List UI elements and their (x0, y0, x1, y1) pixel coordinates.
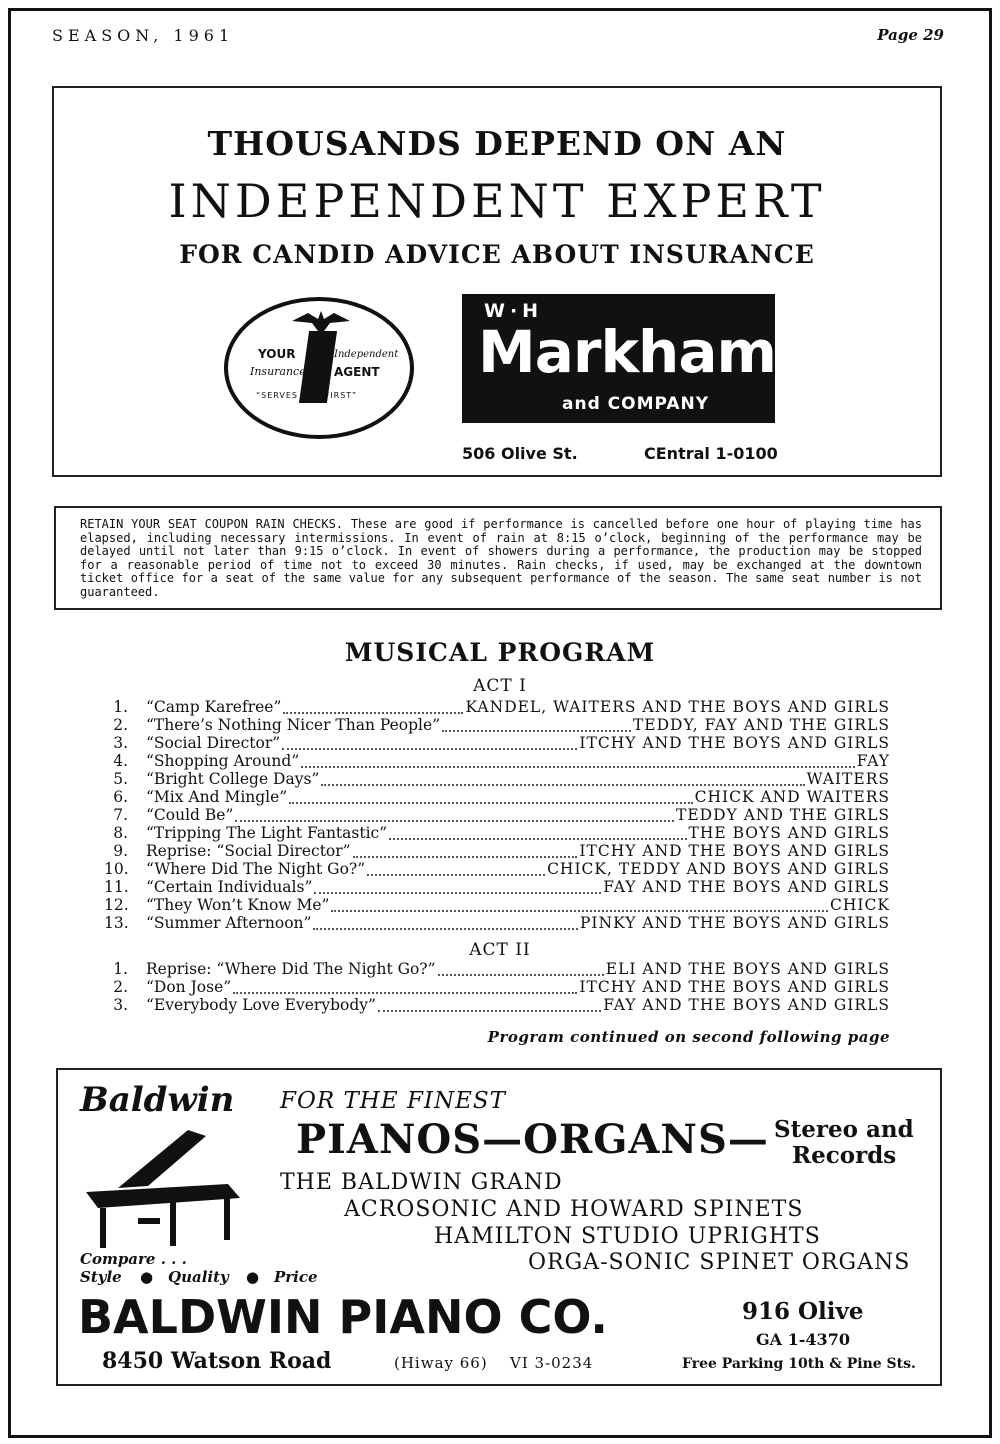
dot-leader (378, 998, 601, 1012)
song-number: 5. (113, 770, 128, 788)
song-number: 1. (113, 698, 128, 716)
program-row (104, 716, 890, 734)
organs-line: ORGA-SONIC SPINET ORGANS (528, 1250, 911, 1275)
logo-your: YOUR (258, 347, 296, 361)
dot-leader (389, 826, 686, 840)
compare-label: Compare . . . (80, 1250, 187, 1268)
song-number: 10. (104, 860, 129, 878)
act-heading: ACT II (469, 940, 531, 960)
song-number: 3. (113, 996, 128, 1014)
song-performers: TEDDY AND THE GIRLS (676, 806, 890, 824)
song-number: 2. (113, 978, 128, 996)
program-row (104, 896, 890, 914)
pianos-organs-headline: PIANOS—ORGANS— (296, 1116, 769, 1163)
song-number: 8. (113, 824, 128, 842)
program-row (104, 978, 890, 996)
hiway-note: (Hiway 66) (394, 1354, 488, 1372)
insurance-ad (52, 86, 942, 477)
song-number: 13. (104, 914, 129, 932)
markham-name: Markham (478, 318, 776, 386)
song-performers: KANDEL, WAITERS AND THE BOYS AND GIRLS (465, 698, 890, 716)
baldwin-logo: Baldwin (80, 1080, 235, 1120)
uprights-line: HAMILTON STUDIO UPRIGHTS (434, 1224, 821, 1249)
markham-suffix: and COMPANY (562, 394, 710, 414)
dot-leader (353, 844, 578, 858)
song-title: Reprise: “Where Did The Night Go?” (146, 960, 436, 978)
for-the-finest: FOR THE FINEST (280, 1088, 506, 1114)
rain-check-text: RETAIN YOUR SEAT COUPON RAIN CHECKS. These are good if performance is cancelled before one hour of playing time has elapsed, including necessary intermissions. In event of rain at 8:15 o’clock, beginning of the performance may be delayed until not later than 9:15 o’clock. In event of showers during a performance, the production may be stopped for a reasonable period of time not to exceed 30 minutes. Rain checks, if used, may be exchanged at the downtown ticket office for a seat of the same value for any subsequent performance of the season. The same seat number is not guaranteed. (80, 517, 922, 599)
song-number: 3. (113, 734, 128, 752)
program-row (104, 770, 890, 788)
song-title: “Social Director” (146, 734, 281, 752)
dot-leader (289, 790, 692, 804)
insurance-address: 506 Olive St. (462, 444, 578, 463)
song-performers: PINKY AND THE BOYS AND GIRLS (579, 914, 890, 932)
act-heading: ACT I (473, 676, 527, 696)
stereo-line-2: Records (792, 1142, 897, 1169)
song-number: 7. (113, 806, 128, 824)
program-row (104, 860, 890, 878)
ad-headline-1: THOUSANDS DEPEND ON AN (207, 124, 787, 163)
dot-leader (235, 808, 674, 822)
song-title: “There’s Nothing Nicer Than People” (146, 716, 441, 734)
markham-initials: W·H (484, 300, 544, 322)
program-title: MUSICAL PROGRAM (344, 638, 656, 667)
song-title: “Everybody Love Everybody” (146, 996, 376, 1014)
dot-leader (313, 916, 578, 930)
song-title: Reprise: “Social Director” (146, 842, 351, 860)
song-number: 1. (113, 960, 128, 978)
program-row (104, 788, 890, 806)
song-performers: CHICK, TEDDY AND BOYS AND GIRLS (547, 860, 890, 878)
bullet-icon: ● (140, 1268, 154, 1286)
program-continued-note: Program continued on second following page (487, 1028, 890, 1046)
song-title: “They Won’t Know Me” (146, 896, 330, 914)
song-number: 11. (104, 878, 129, 896)
dot-leader (282, 736, 577, 750)
rain-check-notice (54, 506, 942, 610)
program-row (104, 806, 890, 824)
program-row (104, 878, 890, 896)
dot-leader (283, 700, 463, 714)
dot-leader (442, 718, 631, 732)
dot-leader (233, 980, 577, 994)
page-number: Page 29 (877, 26, 944, 44)
insurance-phone: CEntral 1-0100 (644, 444, 778, 463)
bullet-icon: ● (246, 1268, 260, 1286)
song-title: “Camp Karefree” (146, 698, 282, 716)
logo-agent: AGENT (334, 365, 380, 379)
song-performers: ELI AND THE BOYS AND GIRLS (605, 960, 890, 978)
program-row (104, 996, 890, 1014)
dot-leader (321, 772, 804, 786)
style-label: Style (80, 1268, 122, 1286)
price-label: Price (274, 1268, 318, 1286)
season-header: SEASON, 1961 (52, 26, 235, 45)
parking-note: Free Parking 10th & Pine Sts. (682, 1356, 916, 1372)
program-row (104, 914, 890, 932)
baldwin-phone-1: VI 3-0234 (510, 1354, 594, 1372)
song-performers: ITCHY AND THE BOYS AND GIRLS (579, 842, 890, 860)
song-title: “Certain Individuals” (146, 878, 313, 896)
dot-leader (367, 862, 545, 876)
logo-independent: Independent (334, 349, 399, 360)
program-row (104, 960, 890, 978)
song-title: “Mix And Mingle” (146, 788, 288, 806)
dot-leader (301, 754, 855, 768)
baldwin-address-1: 8450 Watson Road (102, 1348, 332, 1374)
song-title: “Could Be” (146, 806, 234, 824)
stereo-line-1: Stereo and (774, 1116, 914, 1143)
song-performers: CHICK AND WAITERS (694, 788, 890, 806)
program-row (104, 842, 890, 860)
program-row (104, 824, 890, 842)
song-number: 6. (113, 788, 128, 806)
song-performers: FAY AND THE BOYS AND GIRLS (603, 878, 890, 896)
song-performers: TEDDY, FAY AND THE GIRLS (632, 716, 890, 734)
ad-headline-2: INDEPENDENT EXPERT (168, 174, 826, 228)
markham-logo (462, 294, 775, 423)
spinets-line: ACROSONIC AND HOWARD SPINETS (344, 1197, 804, 1222)
baldwin-phone-2: GA 1-4370 (756, 1330, 850, 1349)
song-number: 4. (113, 752, 128, 770)
song-performers: FAY (856, 752, 890, 770)
dot-leader (314, 880, 601, 894)
independent-agent-logo (224, 297, 414, 439)
song-title: “Summer Afternoon” (146, 914, 312, 932)
ad-headline-3: FOR CANDID ADVICE ABOUT INSURANCE (179, 240, 815, 269)
song-performers: FAY AND THE BOYS AND GIRLS (603, 996, 890, 1014)
song-performers: CHICK (830, 896, 890, 914)
song-title: “Shopping Around” (146, 752, 300, 770)
logo-insurance: Insurance (250, 365, 306, 378)
song-title: “Where Did The Night Go?” (146, 860, 366, 878)
baldwin-address-2: 916 Olive (742, 1298, 864, 1325)
baldwin-ad (56, 1068, 942, 1386)
program-row (104, 698, 890, 716)
baldwin-company-name: BALDWIN PIANO CO. (78, 1290, 608, 1344)
song-performers: THE BOYS AND GIRLS (688, 824, 890, 842)
grand-piano-icon (78, 1122, 246, 1252)
song-performers: WAITERS (806, 770, 890, 788)
song-title: “Bright College Days” (146, 770, 320, 788)
program-row (104, 752, 890, 770)
baldwin-grand-line: THE BALDWIN GRAND (280, 1170, 563, 1195)
song-number: 2. (113, 716, 128, 734)
dot-leader (331, 898, 828, 912)
song-performers: ITCHY AND THE BOYS AND GIRLS (579, 734, 890, 752)
dot-leader (438, 962, 604, 976)
quality-label: Quality (168, 1268, 229, 1286)
song-number: 9. (113, 842, 128, 860)
program-row (104, 734, 890, 752)
song-title: “Don Jose” (146, 978, 232, 996)
logo-tagline: “SERVES YOU FIRST” (256, 391, 358, 400)
song-performers: ITCHY AND THE BOYS AND GIRLS (579, 978, 890, 996)
song-number: 12. (104, 896, 129, 914)
song-title: “Tripping The Light Fantastic” (146, 824, 388, 842)
